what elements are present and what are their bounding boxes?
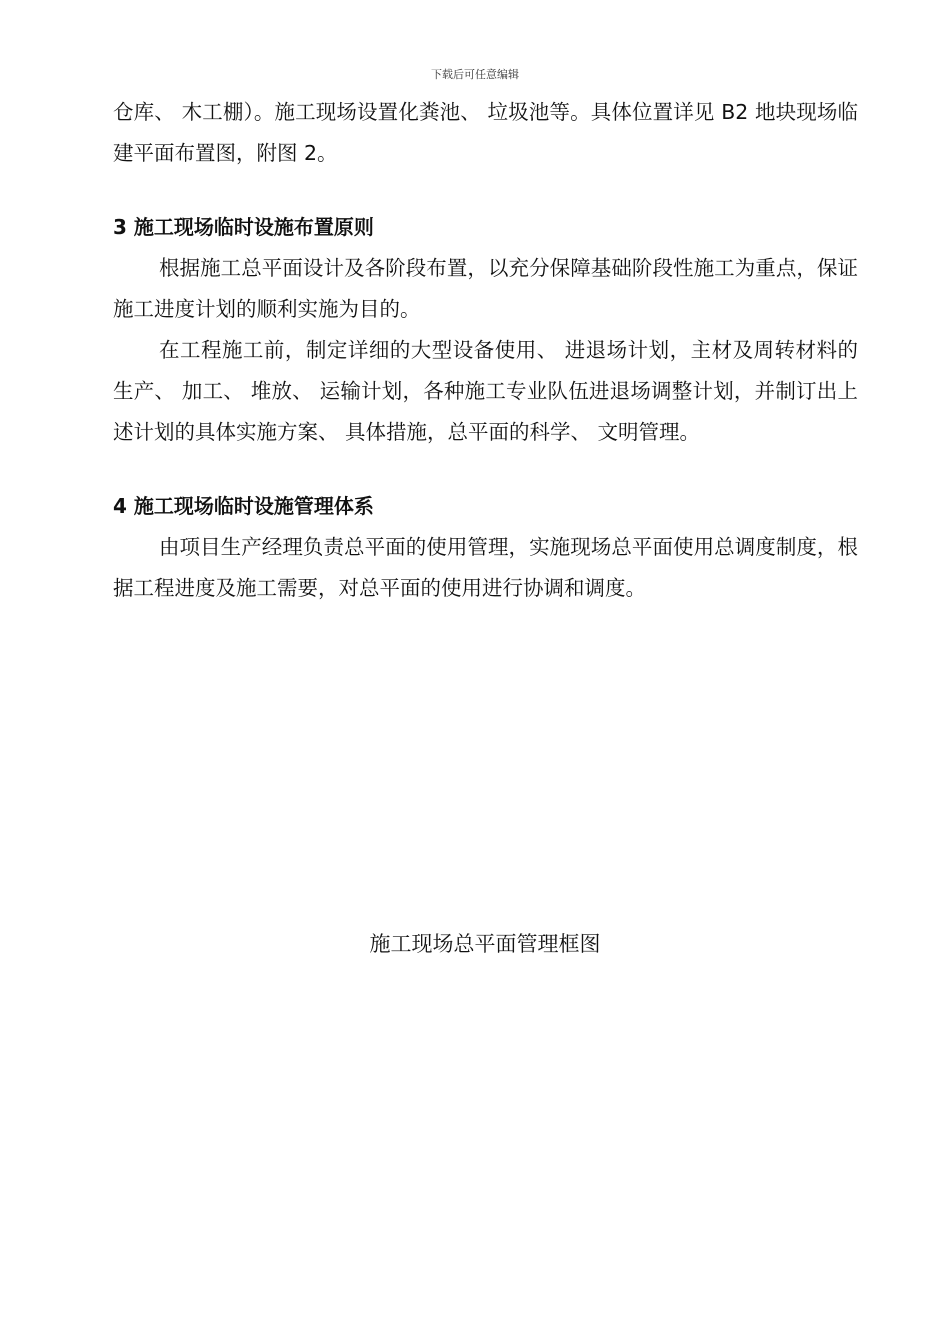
figure-caption: 施工现场总平面管理框图 (369, 932, 601, 956)
section-4-heading: 4 施工现场临时设施管理体系 (113, 494, 374, 518)
continuation-paragraph: 仓库、 木工棚）。施工现场设置化粪池、 垃圾池等。具体位置详见 B2 地块现场临建平面布置图，附图 2。 (113, 100, 858, 165)
section-4-paragraph-1: 由项目生产经理负责总平面的使用管理，实施现场总平面使用总调度制度，根据工程进度及施工需要，对总平面的使用进行协调和调度。 (113, 535, 858, 600)
page-header-note: 下载后可任意编辑 (431, 68, 519, 81)
section-3-paragraph-1: 根据施工总平面设计及各阶段布置，以充分保障基础阶段性施工为重点，保证施工进度计划的顺利实施为目的。 (113, 256, 858, 321)
section-3-heading: 3 施工现场临时设施布置原则 (113, 215, 374, 239)
section-3-paragraph-2: 在工程施工前，制定详细的大型设备使用、 进退场计划，主材及周转材料的生产、 加工、 堆放、 运输计划，各种施工专业队伍进退场调整计划，并制订出上述计划的具体实施方案、 具体措施，总平面的科学、 文明管理。 (113, 338, 858, 444)
document-body (113, 92, 858, 609)
